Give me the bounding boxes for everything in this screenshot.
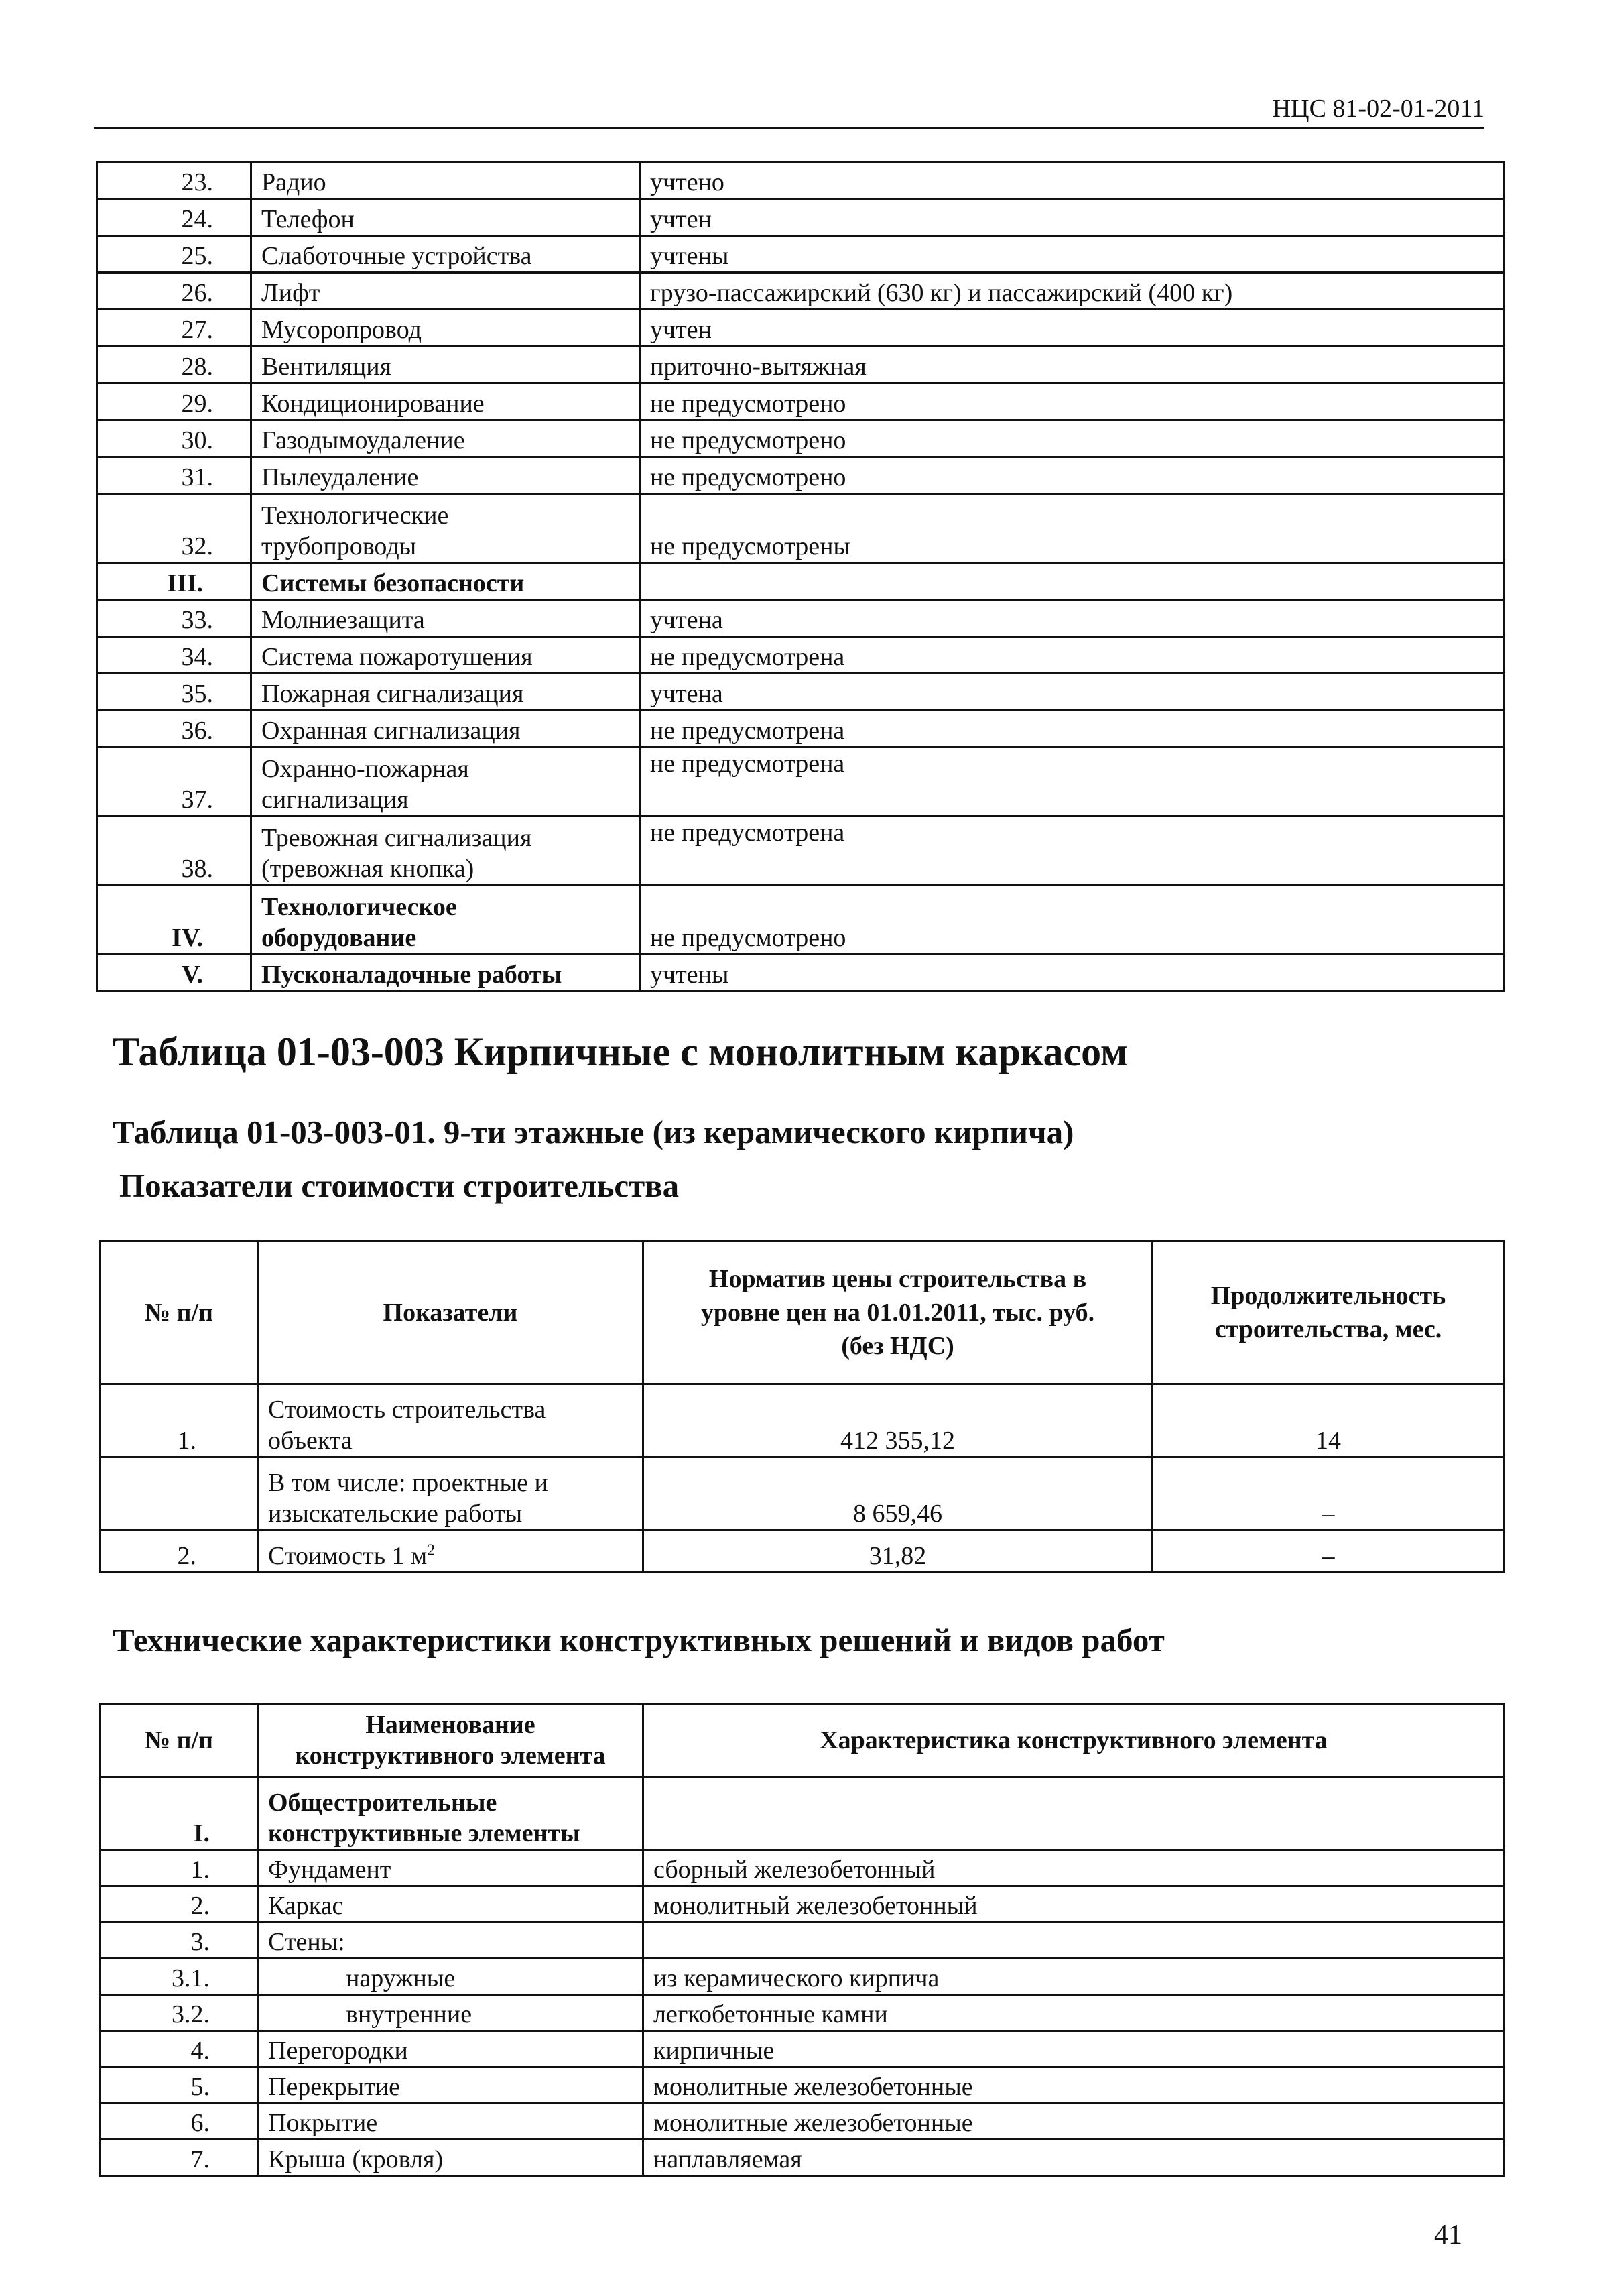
row-name: Пожарная сигнализация (251, 674, 640, 711)
row-number: 32. (97, 494, 251, 563)
table-row (97, 563, 1505, 600)
row-duration: 14 (1153, 1384, 1505, 1457)
row-value: учтены (640, 236, 1505, 273)
row-value: не предусмотрено (640, 457, 1505, 494)
row-norm-value: 8 659,46 (643, 1457, 1153, 1530)
technical-characteristics-table (99, 1703, 1505, 2177)
row-name-line1: Технологические (261, 501, 449, 530)
row-name: Крыша (кровля) (258, 2140, 643, 2176)
row-number: 1. (101, 1384, 258, 1457)
row-name: Фундамент (258, 1850, 643, 1886)
section-name: Системы безопасности (251, 563, 640, 600)
header-norm-line1: Норматив цены строительства в (708, 1265, 1087, 1293)
subtable-title: Таблица 01-03-003-01. 9-ти этажные (из керамического кирпича) (113, 1113, 1074, 1150)
row-name-superscript: 2 (427, 1541, 436, 1559)
row-name-text: Стоимость 1 м (268, 1542, 428, 1570)
table-row (97, 347, 1505, 383)
row-name: Система пожаротушения (251, 637, 640, 674)
row-name-line2: сигнализация (261, 786, 409, 814)
row-number: 27. (97, 310, 251, 347)
table-header-row (101, 1704, 1505, 1777)
row-number: 35. (97, 674, 251, 711)
row-name-line1: Стоимость строительства (268, 1396, 546, 1424)
row-number: 2. (101, 1530, 258, 1573)
row-number: 30. (97, 420, 251, 457)
header-duration-line2: строительства, мес. (1214, 1315, 1442, 1343)
row-value: учтена (640, 674, 1505, 711)
row-name: Вентиляция (251, 347, 640, 383)
row-value: монолитные железобетонные (643, 2104, 1505, 2140)
section-name (258, 1777, 643, 1850)
row-number: 7. (101, 2140, 258, 2176)
row-number: 24. (97, 199, 251, 236)
row-name: Стены: (258, 1923, 643, 1959)
table-row (97, 494, 1505, 563)
row-name: Кондиционирование (251, 383, 640, 420)
row-name-line2: объекта (268, 1427, 353, 1455)
row-value: не предусмотрено (640, 383, 1505, 420)
row-duration: – (1153, 1457, 1505, 1530)
row-name: Газодымоудаление (251, 420, 640, 457)
row-value: монолитный железобетонный (643, 1886, 1505, 1923)
row-number: 31. (97, 457, 251, 494)
section-title-cost: Показатели стоимости строительства (119, 1167, 680, 1204)
row-value (640, 563, 1505, 600)
row-value: приточно-вытяжная (640, 347, 1505, 383)
row-name: Перегородки (258, 2031, 643, 2067)
section-number: V. (97, 955, 251, 991)
row-number: 25. (97, 236, 251, 273)
table-row (97, 457, 1505, 494)
row-norm-value: 31,82 (643, 1530, 1153, 1573)
document-code: НЦС 81-02-01-2011 (1272, 95, 1484, 123)
table-row (97, 199, 1505, 236)
row-norm-value: 412 355,12 (643, 1384, 1153, 1457)
row-value: не предусмотрено (640, 420, 1505, 457)
row-value: учтены (640, 955, 1505, 991)
page-number: 41 (1434, 2220, 1462, 2250)
row-number: 3. (101, 1923, 258, 1959)
section-number: I. (101, 1777, 258, 1850)
header-num: № п/п (101, 1704, 258, 1777)
row-name: Телефон (251, 199, 640, 236)
section-name: Пусконаладочные работы (251, 955, 640, 991)
row-number: 29. (97, 383, 251, 420)
table-row (101, 1886, 1505, 1923)
header-norm-line3: (без НДС) (841, 1332, 954, 1360)
section-title-tech: Технические характеристики конструктивных решений и видов работ (113, 1622, 1165, 1658)
table-row (101, 2031, 1505, 2067)
row-value: не предусмотрены (640, 494, 1505, 563)
row-name-line2: изыскательские работы (268, 1500, 523, 1528)
row-value: сборный железобетонный (643, 1850, 1505, 1886)
section-name (251, 886, 640, 955)
row-value: не предусмотрена (640, 637, 1505, 674)
table-row (101, 1923, 1505, 1959)
row-name: Каркас (258, 1886, 643, 1923)
row-name: Радио (251, 162, 640, 199)
table-header-row (101, 1242, 1505, 1384)
row-number: 34. (97, 637, 251, 674)
row-name: Пылеудаление (251, 457, 640, 494)
row-number: 38. (97, 817, 251, 886)
header-indicators: Показатели (258, 1242, 643, 1384)
row-name-line2: (тревожная кнопка) (261, 855, 474, 883)
table-row (97, 747, 1505, 817)
row-value: наплавляемая (643, 2140, 1505, 2176)
table-row (97, 383, 1505, 420)
row-value: учтен (640, 199, 1505, 236)
row-name: Молниезащита (251, 600, 640, 637)
row-value: не предусмотрено (640, 886, 1505, 955)
section-name-line2: оборудование (261, 924, 417, 952)
table-row (101, 1777, 1505, 1850)
row-value: учтено (640, 162, 1505, 199)
section-name-line2: конструктивные элементы (268, 1819, 580, 1848)
header-norm (643, 1242, 1153, 1384)
row-name: Покрытие (258, 2104, 643, 2140)
header-norm-line2: уровне цен на 01.01.2011, тыс. руб. (700, 1298, 1095, 1327)
row-name: Лифт (251, 273, 640, 310)
cost-indicators-table (99, 1240, 1505, 1573)
table-row (101, 1384, 1505, 1457)
table-row (101, 1995, 1505, 2031)
table-row (101, 1530, 1505, 1573)
row-value: грузо-пассажирский (630 кг) и пассажирский (400 кг) (640, 273, 1505, 310)
row-number: 26. (97, 273, 251, 310)
row-name-line1: В том числе: проектные и (268, 1469, 548, 1497)
table-row (97, 273, 1505, 310)
row-name (258, 1530, 643, 1573)
row-name: Перекрытие (258, 2067, 643, 2104)
table-row (97, 637, 1505, 674)
section-number: III. (97, 563, 251, 600)
row-name (251, 817, 640, 886)
table-row (97, 310, 1505, 347)
header-element-name-line2: конструктивного элемента (295, 1742, 606, 1770)
table-row (97, 674, 1505, 711)
row-value: учтен (640, 310, 1505, 347)
row-name-line1: Тревожная сигнализация (261, 824, 532, 852)
row-number: 37. (97, 747, 251, 817)
row-value: из керамического кирпича (643, 1959, 1505, 1995)
row-name: Слаботочные устройства (251, 236, 640, 273)
table-row (97, 162, 1505, 199)
table-row (101, 2104, 1505, 2140)
row-name (258, 1384, 643, 1457)
row-number: 2. (101, 1886, 258, 1923)
row-duration: – (1153, 1530, 1505, 1573)
row-name (251, 747, 640, 817)
table-row (97, 711, 1505, 747)
row-number: 36. (97, 711, 251, 747)
table-row (97, 955, 1505, 991)
header-element-name-line1: Наименование (365, 1711, 535, 1739)
row-number (101, 1457, 258, 1530)
row-name: внутренние (258, 1995, 643, 2031)
row-number: 3.2. (101, 1995, 258, 2031)
header-characteristic: Характеристика конструктивного элемента (643, 1704, 1505, 1777)
row-name: наружные (258, 1959, 643, 1995)
row-number: 33. (97, 600, 251, 637)
table-row (101, 2140, 1505, 2176)
table-row (101, 2067, 1505, 2104)
table-row (97, 817, 1505, 886)
row-number: 28. (97, 347, 251, 383)
row-name: Мусоропровод (251, 310, 640, 347)
row-name-line2: трубопроводы (261, 532, 417, 560)
header-rule (94, 127, 1484, 129)
row-number: 23. (97, 162, 251, 199)
section-name-line1: Технологическое (261, 893, 457, 921)
header-duration-line1: Продолжительность (1210, 1282, 1446, 1310)
row-number: 5. (101, 2067, 258, 2104)
table-row (101, 1959, 1505, 1995)
table-row (97, 420, 1505, 457)
row-value: не предусмотрена (640, 817, 1505, 886)
table-row (101, 1457, 1505, 1530)
row-value: не предусмотрена (640, 747, 1505, 817)
header-num: № п/п (101, 1242, 258, 1384)
row-value (643, 1777, 1505, 1850)
header-duration (1153, 1242, 1505, 1384)
row-number: 3.1. (101, 1959, 258, 1995)
section-name-line1: Общестроительные (268, 1789, 497, 1817)
table-row (97, 600, 1505, 637)
table-row (101, 1850, 1505, 1886)
row-value: легкобетонные камни (643, 1995, 1505, 2031)
row-value: не предусмотрена (640, 711, 1505, 747)
row-value: монолитные железобетонные (643, 2067, 1505, 2104)
row-name-line1: Охранно-пожарная (261, 755, 469, 783)
row-name: Охранная сигнализация (251, 711, 640, 747)
table-row (97, 886, 1505, 955)
engineering-systems-table (96, 161, 1505, 992)
row-value: учтена (640, 600, 1505, 637)
table-row (97, 236, 1505, 273)
section-number: IV. (97, 886, 251, 955)
row-number: 6. (101, 2104, 258, 2140)
row-value (643, 1923, 1505, 1959)
row-value: кирпичные (643, 2031, 1505, 2067)
row-name (258, 1457, 643, 1530)
row-number: 1. (101, 1850, 258, 1886)
table-title: Таблица 01-03-003 Кирпичные с монолитным каркасом (113, 1030, 1128, 1074)
row-number: 4. (101, 2031, 258, 2067)
header-element-name (258, 1704, 643, 1777)
row-name (251, 494, 640, 563)
